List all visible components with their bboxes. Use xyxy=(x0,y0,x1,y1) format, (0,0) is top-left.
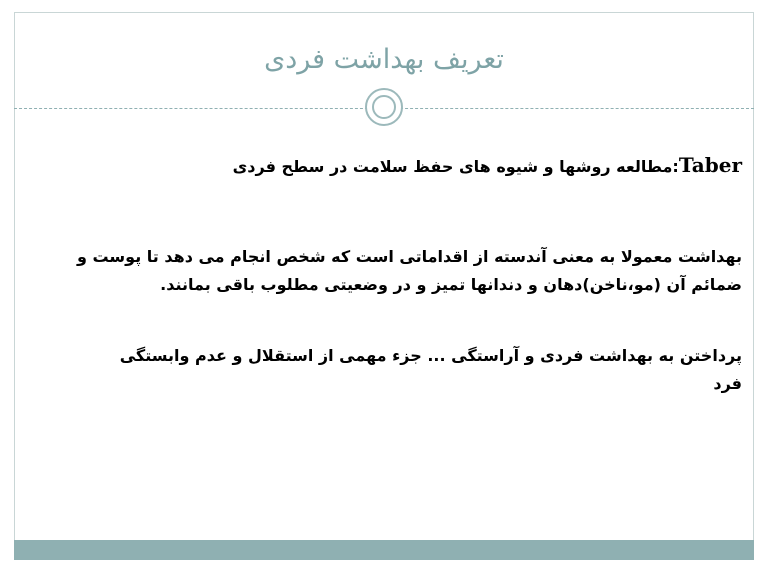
paragraph-independence xyxy=(30,342,742,398)
definition-text: :مطالعه روشها و شیوه های حفظ سلامت در سطح فردی xyxy=(232,157,679,176)
paragraph-hygiene-meaning xyxy=(30,243,742,299)
paragraph-line: فرد xyxy=(713,374,742,393)
definition-source: Taber xyxy=(678,153,742,177)
paragraph-line: بهداشت معمولا به معنی آندسته از اقداماتی است که شخص انجام می دهد تا پوست و xyxy=(76,247,742,266)
footer-bar xyxy=(14,540,754,560)
definition-line xyxy=(30,152,742,180)
decorative-circle-icon xyxy=(365,88,403,126)
inner-circle-icon xyxy=(372,95,396,119)
paragraph-line: ضمائم آن (مو،ناخن)دهان و دندانها تمیز و در وضعیتی مطلوب باقی بمانند. xyxy=(160,275,742,294)
paragraph-line: پرداختن به بهداشت فردی و آراستگی ... جزء مهمی از استقلال و عدم وابستگی xyxy=(119,346,742,365)
slide-title: تعریف بهداشت فردی xyxy=(264,44,504,75)
